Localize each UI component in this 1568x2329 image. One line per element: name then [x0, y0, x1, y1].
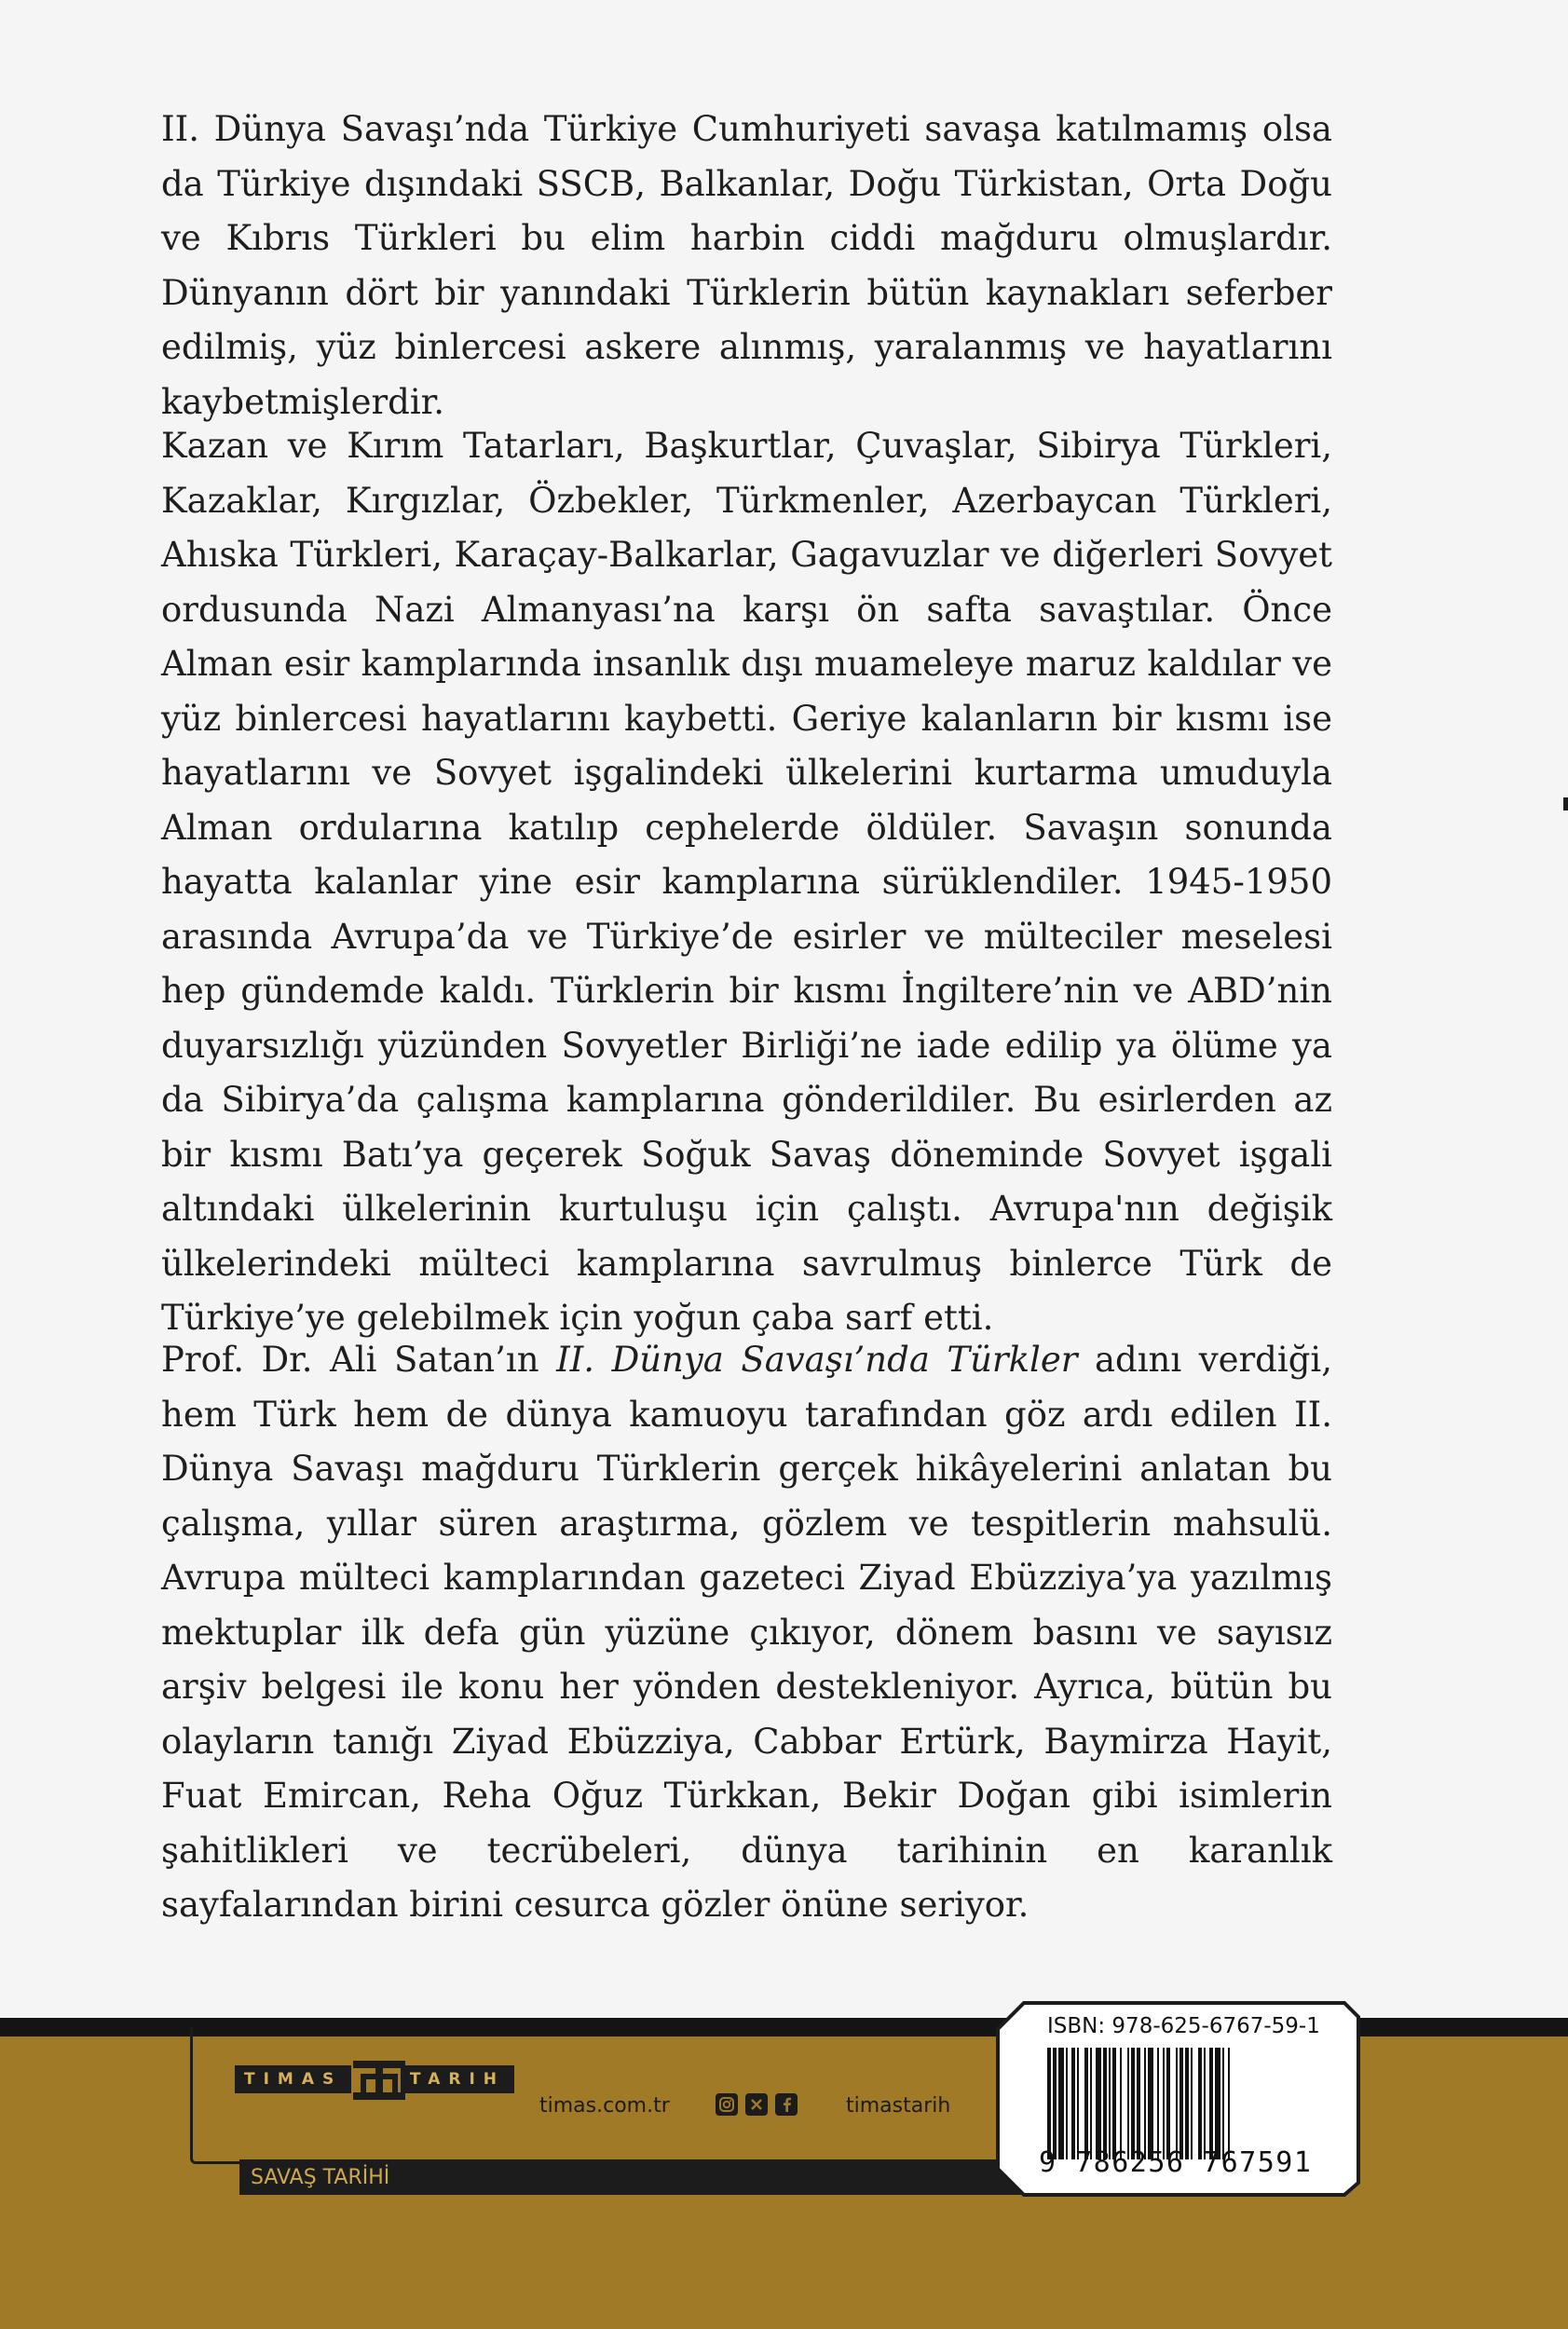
x-icon	[745, 2093, 768, 2116]
logo-tarih-text: TARIH	[401, 2065, 514, 2093]
book-title-italic: II. Dünya Savaşı’nda Türkler	[556, 1340, 1078, 1380]
trim-mark	[1563, 797, 1568, 810]
logo-timas-text: TIMAS	[235, 2065, 351, 2093]
publisher-website: timas.com.tr	[539, 2094, 670, 2118]
category-bar	[239, 2159, 1059, 2195]
logo-mark-icon	[351, 2057, 401, 2102]
paragraph-3-intro: Prof. Dr. Ali Satan’ın	[161, 1340, 557, 1380]
back-cover-paragraph-3	[161, 1333, 1332, 1933]
back-cover-paragraph-1: II. Dünya Savaşı’nda Türkiye Cumhuriyeti savaşa katılmamış olsa da Türkiye dışındaki SSCB, Balkanlar, Doğu Türkistan, Orta Doğu ve Kıbrıs Türkleri bu elim harbin ciddi mağduru olmuşlardır. Dünyanın dört bir yanındaki Türklerin bütün kaynakları seferber edilmiş, yüz binlercesi askere alınmış, yaralanmış ve hayatlarını kaybetmişlerdir.	[161, 109, 1332, 422]
social-handle: timastarih	[846, 2094, 951, 2118]
back-cover-paragraph-2: Kazan ve Kırım Tatarları, Başkurtlar, Çuvaşlar, Sibirya Türkleri, Kazaklar, Kırgızlar, Özbekler, Türkmenler, Azerbaycan Türkleri, Ahıska Türkleri, Karaçay-Balkarlar, Gagavuzlar ve diğerleri Sovyet ordusunda Nazi Almanyası’na karşı ön safta savaştılar. Önce Alman esir kamplarında insanlık dışı muameleye maruz kaldılar ve yüz binlercesi hayatlarını kaybetti. Geriye kalanların bir kısmı ise hayatlarını ve Sovyet işgalindeki ülkelerini kurtarma umuduyla Alman ordularına katılıp cephelerde öldüler. Savaşın sonunda hayatta kalanlar yine esir kamplarına sürüklendiler. 1945-1950 arasında Avrupa’da ve Türkiye’de esirler ve mülteciler meselesi hep gündemde kaldı. Türklerin bir kısmı İngiltere’nin ve ABD’nin duyarsızlığı yüzünden Sovyetler Birliği’ne iade edilip ya ölüme ya da Sibirya’da çalışma kamplarına gönderildiler. Bu esirlerden az bir kısmı Batı’ya geçerek Soğuk Savaş döneminde Sovyet işgali altındaki ülkelerinin kurtuluşu için çalıştı. Avrupa'nın değişik ülkelerindeki mülteci kamplarına savrulmuş binlerce Türk de Türkiye’ye gelebilmek için yoğun çaba sarf etti.	[161, 426, 1332, 1338]
publisher-logo	[235, 2057, 514, 2102]
facebook-icon	[775, 2093, 798, 2116]
isbn-barcode-card	[996, 2001, 1360, 2197]
ean-digits: 9 786256 767591	[1039, 2146, 1313, 2179]
instagram-icon	[716, 2093, 738, 2116]
category-label: SAVAŞ TARİHİ	[251, 2165, 390, 2189]
social-icons	[716, 2093, 798, 2116]
barcode-icon	[1047, 2048, 1327, 2159]
paragraph-3-body: adını verdiği, hem Türk hem de dünya kamuoyu tarafından göz ardı edilen II. Dünya Savaşı mağduru Türklerin gerçek hikâyelerini anlatan bu çalışma, yıllar süren araştırma, gözlem ve tespitlerin mahsulü. Avrupa mülteci kamplarından gazeteci Ziyad Ebüzziya’ya yazılmış mektuplar ilk defa gün yüzüne çıkıyor, dönem basını ve sayısız arşiv belgesi ile konu her yönden destekleniyor. Ayrıca, bütün bu olayların tanığı Ziyad Ebüzziya, Cabbar Ertürk, Baymirza Hayit, Fuat Emircan, Reha Oğuz Türkkan, Bekir Doğan gibi isimlerin şahitlikleri ve tecrübeleri, dünya tarihinin en karanlık sayfalarından birini cesurca gözler önüne seriyor.	[161, 1340, 1332, 1925]
isbn-label: ISBN: 978-625-6767-59-1	[1047, 2014, 1320, 2038]
